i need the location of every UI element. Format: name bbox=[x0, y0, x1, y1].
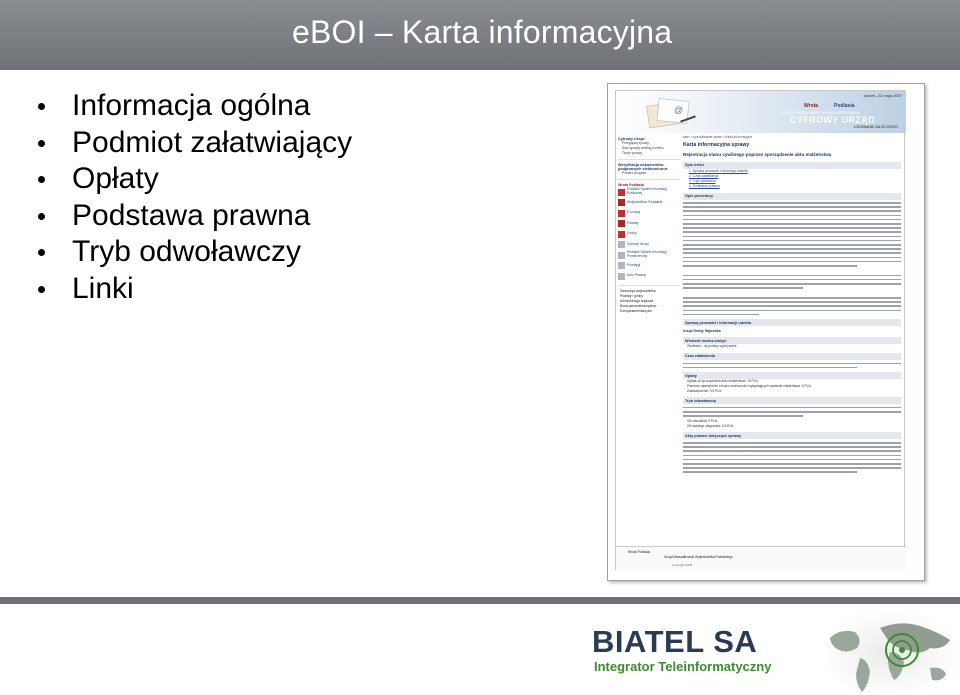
nav-region-item: Województwo Podlaskie bbox=[618, 198, 680, 209]
bullet-dot-icon bbox=[38, 213, 45, 220]
nav-link: Europarlamentarzyści bbox=[620, 308, 652, 313]
svg-text:@: @ bbox=[674, 105, 684, 115]
bullet-dot-icon bbox=[38, 176, 45, 183]
webpage-date: wtorek, 22 maja 2007 bbox=[863, 93, 902, 98]
bullet-text: Opłaty bbox=[72, 162, 159, 195]
section-heading: Czas załatwienia bbox=[683, 353, 901, 360]
office-icon bbox=[618, 241, 625, 248]
webpage-screenshot bbox=[607, 83, 925, 581]
tender-icon bbox=[618, 262, 625, 269]
appeal-text bbox=[683, 407, 901, 417]
documents-illustration-icon bbox=[644, 96, 700, 130]
bullet-dot-icon bbox=[38, 103, 45, 110]
appeal-fee-item: Od odwołania: 5 PLN bbox=[687, 419, 718, 424]
coat-of-arms-icon bbox=[618, 189, 625, 196]
webpage-left-nav bbox=[618, 135, 680, 565]
bullet-text: Podmiot załatwiający bbox=[72, 125, 353, 159]
time-text bbox=[683, 363, 901, 369]
nav-region-item: Cyfrowy Urząd bbox=[618, 240, 680, 251]
appeal-fee-item: Od każdego załącznika: 0,5 PLN bbox=[687, 423, 734, 428]
map-icon bbox=[618, 252, 625, 259]
nav-region-item: Podlaski System Informacji Publicznej bbox=[618, 187, 680, 198]
nav-region-item: Podlaski System Informacji Przestrzennej bbox=[618, 250, 680, 261]
nav-heading: Cyfrowy Urząd bbox=[618, 137, 645, 141]
webpage-banner-title: CYFROWY URZĄD bbox=[790, 115, 876, 125]
bullet-dot-icon bbox=[38, 140, 45, 147]
law-icon bbox=[618, 273, 625, 280]
nav-region-item: Przetargi bbox=[618, 261, 680, 272]
webpage-brand-right: Podlasia bbox=[834, 103, 855, 109]
nav-item: Pobierz program bbox=[622, 171, 647, 175]
section-heading: Sprawę prowadzi i informacji udziela bbox=[683, 319, 901, 326]
card-title: Karta informacyjna sprawy bbox=[683, 142, 750, 148]
nav-item: Przeglądaj sprawy bbox=[622, 141, 649, 145]
section-heading: Opis procedury bbox=[683, 193, 901, 200]
toc-item: 1. Sprawę prowadzi i informacji udziela bbox=[689, 168, 748, 173]
logo-name: BIATEL SA bbox=[592, 624, 758, 659]
company-logo bbox=[592, 614, 960, 695]
bullet-text: Tryb odwoławczy bbox=[72, 235, 301, 268]
webpage-top-links: LOGOWANIE ZAŁÓŻ KONTO bbox=[853, 125, 898, 129]
nav-item: Twoje sprawy bbox=[622, 151, 642, 155]
footer-band bbox=[0, 597, 960, 604]
toc-item: 2. Czas załatwienia bbox=[689, 173, 719, 178]
coat-of-arms-icon bbox=[618, 210, 625, 217]
nav-region-item: Powiaty bbox=[618, 219, 680, 230]
coat-of-arms-icon bbox=[618, 231, 625, 238]
bullet-item bbox=[36, 88, 352, 125]
webpage-footer bbox=[616, 546, 906, 570]
slide-title: eBOI – Karta informacyjna bbox=[292, 14, 673, 50]
logo-tagline: Integrator Teleinformatyczny bbox=[594, 659, 772, 674]
globe-world-map-icon bbox=[820, 608, 960, 695]
footer-org: Urząd Marszałkowski Województwa Podlaskiego bbox=[664, 555, 733, 559]
bullet-text: Linki bbox=[72, 271, 134, 305]
nav-divider bbox=[618, 285, 680, 286]
bullet-item bbox=[36, 198, 352, 235]
nav-link: Samorząd województwa bbox=[620, 288, 656, 293]
procedure-text bbox=[683, 202, 901, 315]
fee-item: Opłata od sporządzenia aktu małżeństwa: 75 PLN bbox=[687, 379, 758, 384]
bullet-dot-icon bbox=[38, 286, 45, 293]
nav-region-item: Gminy bbox=[618, 229, 680, 240]
bullet-text: Informacja ogólna bbox=[72, 89, 311, 122]
fee-item: Zaświadczenie: 0,5 PLN bbox=[687, 388, 722, 393]
nav-item: Stan sprawy według numeru bbox=[622, 146, 664, 150]
bullet-item bbox=[36, 125, 352, 162]
section-heading: Akty prawne dotyczące sprawy bbox=[683, 432, 901, 439]
footer-label: Wrota Podlasia: bbox=[628, 550, 651, 554]
section-heading: Tryb odwoławczy bbox=[683, 397, 901, 404]
bullet-list bbox=[36, 88, 352, 307]
footer-copyright: Copyright 2006 bbox=[672, 563, 693, 567]
toc-item: 3. Tryb odwołania bbox=[689, 178, 716, 183]
coat-of-arms-icon bbox=[618, 220, 625, 227]
legal-acts-text bbox=[683, 442, 901, 473]
bullet-item bbox=[36, 271, 352, 308]
nav-region-heading: Wrota Podlasia bbox=[618, 183, 644, 187]
office-name: Urząd Gminy Hajnówka bbox=[683, 329, 721, 334]
submit-option: Osobiście - na podany wyżej adres bbox=[687, 344, 737, 349]
nav-region-item: Auto Prawna bbox=[618, 271, 680, 282]
webpage-brand-left: Wrota bbox=[804, 103, 819, 109]
title-bar bbox=[0, 0, 960, 70]
nav-divider bbox=[618, 179, 680, 180]
nav-region-item: E-urzędy bbox=[618, 208, 680, 219]
nav-link: Powiaty i gminy bbox=[620, 293, 643, 298]
webpage-banner bbox=[616, 91, 906, 133]
toc-heading: Spis treści bbox=[683, 162, 901, 169]
nav-heading: Weryfikacja dokumentów podpisanych elektronicznie bbox=[618, 163, 668, 171]
section-heading: Wniosek można złożyć: bbox=[683, 337, 901, 344]
case-title: Rejestracja stanu cywilnego poprzez sporządzenie aktu małżeństwa bbox=[683, 152, 832, 157]
webpage-content bbox=[683, 135, 901, 565]
fee-item: Pisemne zapewnienie o braku okoliczności wyłączających zawarcie małżeństwa: 5 PLN bbox=[687, 383, 811, 388]
nav-divider bbox=[618, 159, 680, 160]
webpage-frame bbox=[615, 90, 905, 570]
webpage-subtitle: ELEKTRONICZNE BIURO OBSŁUGI INTERESANTA bbox=[781, 111, 860, 115]
bullet-text: Podstawa prawna bbox=[72, 198, 311, 232]
coat-of-arms-icon bbox=[618, 199, 625, 206]
bullet-dot-icon bbox=[38, 249, 45, 256]
bullet-item bbox=[36, 161, 352, 198]
bullet-item bbox=[36, 234, 352, 271]
toc-item: 4. Podstawa prawna bbox=[689, 183, 720, 188]
nav-link: Administracja rządowa bbox=[620, 298, 654, 303]
nav-link: Biura parlamentarzystów bbox=[620, 303, 657, 308]
webpage-breadcrumb: start > wyszukiwanie spraw > Karta informacyjna bbox=[683, 135, 752, 139]
section-heading: Opłaty bbox=[683, 372, 901, 379]
